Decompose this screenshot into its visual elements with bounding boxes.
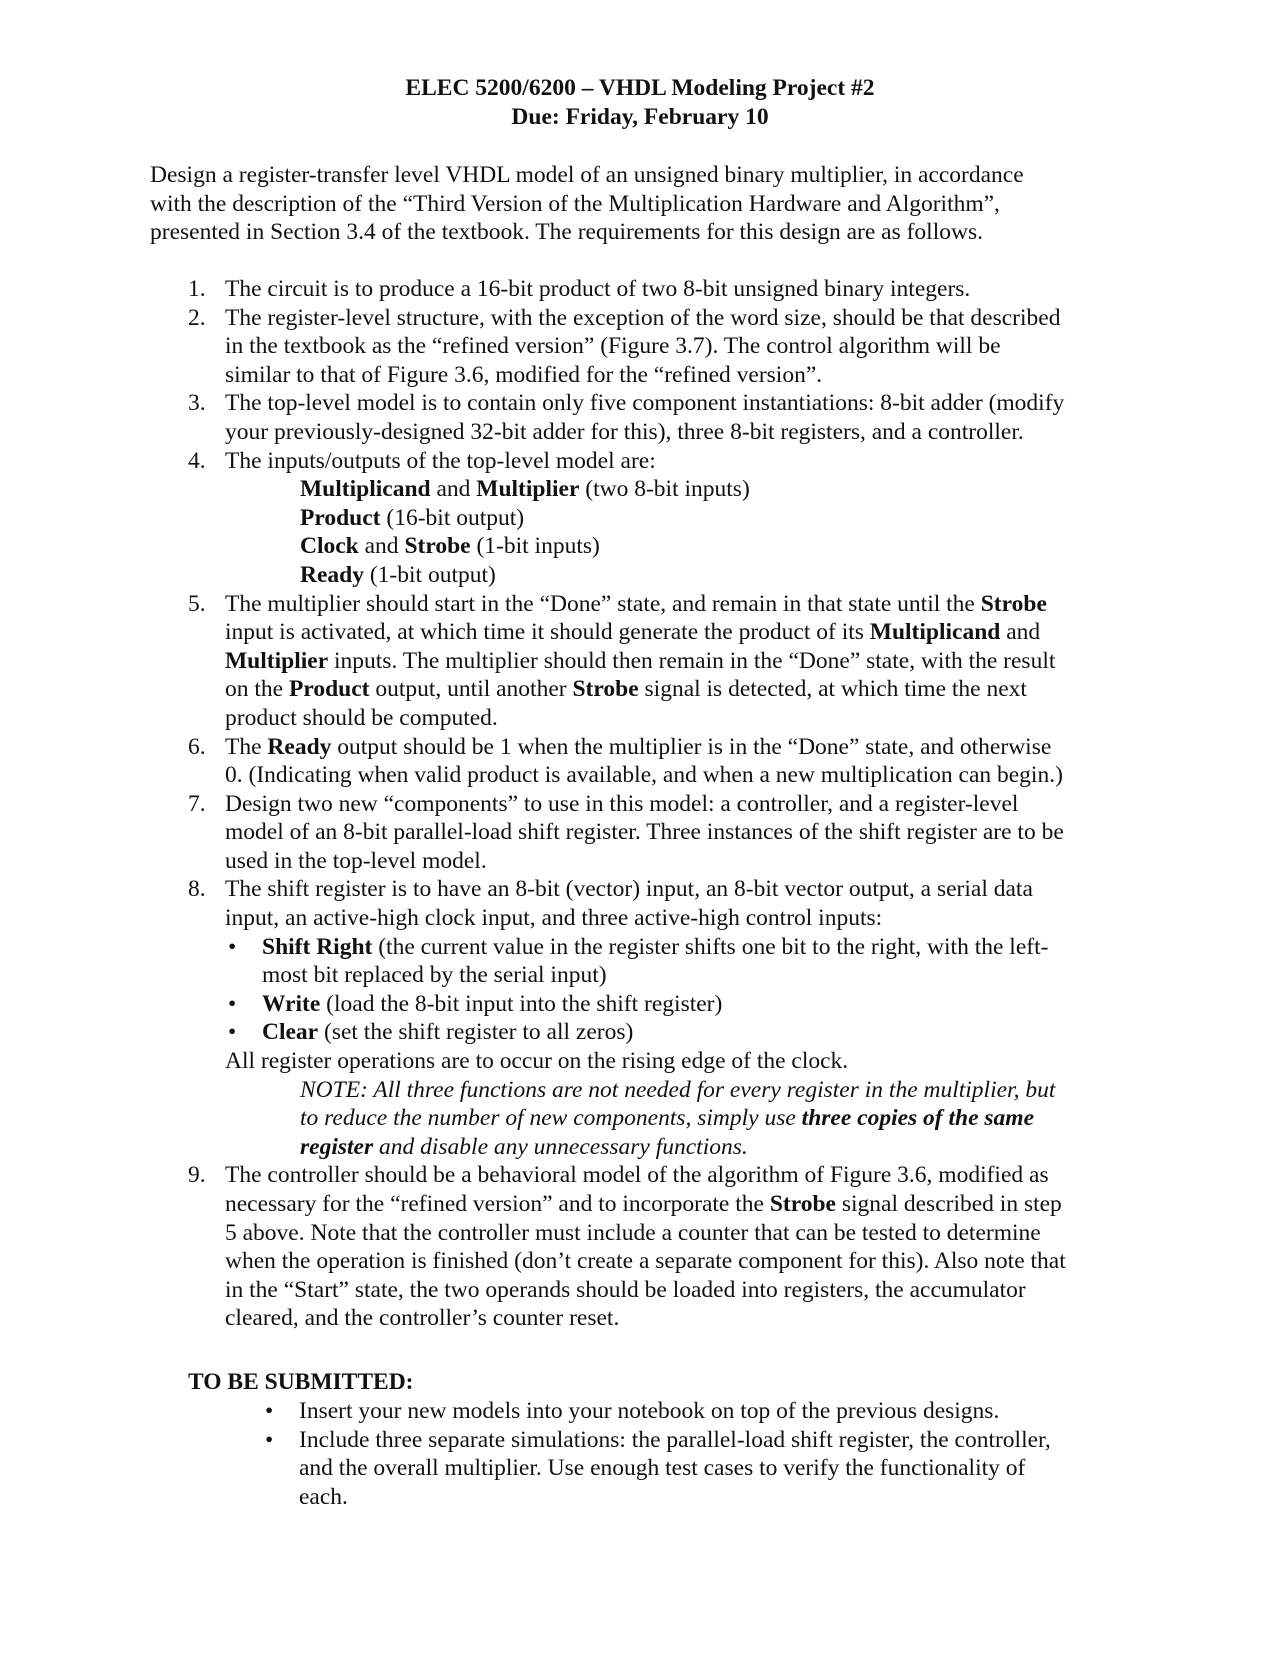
requirement-text: used in the top-level model. <box>225 847 487 874</box>
submission-text: and the overall multiplier. Use enough test cases to verify the functionality of <box>299 1455 1026 1482</box>
io-name: Strobe <box>404 533 471 560</box>
io-clock-strobe <box>225 532 1125 561</box>
requirement-text: input is activated, at which time it should generate the product of its <box>225 619 870 646</box>
io-name: Ready <box>300 561 364 588</box>
submission-text: Include three separate simulations: the parallel-load shift register, the controller, <box>299 1426 1051 1453</box>
requirement-text: The inputs/outputs of the top-level model are: <box>225 447 656 474</box>
bullet-icon: • <box>228 933 237 960</box>
requirement-text: similar to that of Figure 3.6, modified for the “refined version”. <box>225 361 823 388</box>
requirement-4 <box>0 447 1125 590</box>
requirement-text: output, until another <box>369 676 573 703</box>
signal-name: Ready <box>267 733 332 760</box>
control-input-clear <box>225 1018 1125 1047</box>
requirement-text: inputs. The multiplier should then remain in the “Done” state, with the result <box>328 647 1056 674</box>
bullet-icon: • <box>265 1398 274 1424</box>
io-text: (16-bit output) <box>380 504 525 531</box>
intro-line: with the description of the “Third Version of the Multiplication Hardware and Algorithm”, <box>150 190 1000 217</box>
requirements-list <box>0 275 1280 1333</box>
submission-item <box>262 1397 1122 1426</box>
signal-name: Strobe <box>980 590 1047 617</box>
submission-item <box>262 1426 1122 1512</box>
io-name: Multiplicand <box>300 476 431 503</box>
signal-name: Strobe <box>769 1191 836 1217</box>
note-text: and disable any unnecessary functions. <box>373 1133 748 1160</box>
list-number: 4. <box>188 447 206 474</box>
requirement-text: The multiplier should start in the “Done” state, and remain in that state until the <box>225 590 981 617</box>
list-number: 2. <box>188 304 206 331</box>
list-number: 1. <box>188 276 206 302</box>
note <box>225 1076 1100 1162</box>
io-multiplicand-multiplier <box>225 475 1125 504</box>
list-number: 6. <box>188 733 206 760</box>
requirement-1 <box>0 275 1125 304</box>
requirement-text: 0. (Indicating when valid product is available, and when a new multiplication can begin.) <box>225 762 1063 789</box>
note-text: NOTE: All three functions are not needed for every register in the multiplier, but <box>300 1076 1056 1103</box>
io-name: Product <box>300 504 381 531</box>
submission-text: each. <box>299 1483 348 1510</box>
io-text: (two 8-bit inputs) <box>579 476 750 503</box>
requirement-5 <box>0 590 1125 733</box>
requirement-2 <box>0 304 1125 390</box>
requirement-6 <box>0 733 1125 790</box>
requirement-text: The shift register is to have an 8-bit (vector) input, an 8-bit vector output, a serial data <box>225 876 1033 903</box>
requirement-text: cleared, and the controller’s counter reset. <box>225 1305 620 1332</box>
requirement-text: in the textbook as the “refined version” (Figure 3.7). The control algorithm will be <box>225 333 1001 360</box>
requirement-line <box>225 675 1125 704</box>
requirement-text: when the operation is finished (don’t create a separate component for this). Also note that <box>225 1248 1066 1275</box>
requirement-text: Design two new “components” to use in this model: a controller, and a register-level <box>225 790 1019 817</box>
requirement-text: 5 above. Note that the controller must include a counter that can be tested to determine <box>225 1219 1041 1246</box>
signal-name: Multiplicand <box>869 619 1001 646</box>
signal-name: Multiplier <box>225 647 329 674</box>
control-text: most bit replaced by the serial input) <box>262 962 607 989</box>
intro-line: presented in Section 3.4 of the textbook. The requirements for this design are as follows. <box>150 219 983 246</box>
io-name: Multiplier <box>476 476 580 503</box>
note-emphasis: three copies of the same <box>801 1105 1035 1132</box>
requirement-text: on the <box>225 676 289 703</box>
document-header <box>0 74 1280 131</box>
control-input-shift-right <box>225 933 1125 990</box>
signal-name: Strobe <box>572 676 639 703</box>
requirement-line <box>225 647 1125 676</box>
requirement-line <box>225 1190 1125 1219</box>
requirement-text: The circuit is to produce a 16-bit product of two 8-bit unsigned binary integers. <box>225 276 971 302</box>
requirement-3 <box>0 389 1125 446</box>
io-name: Clock <box>300 533 359 560</box>
requirement-8 <box>0 875 1125 1161</box>
io-ready <box>225 561 1125 590</box>
requirement-line <box>225 733 1125 762</box>
requirement-line <box>225 590 1125 619</box>
control-text: (the current value in the register shifts one bit to the right, with the left- <box>372 933 1049 960</box>
requirement-text: output should be 1 when the multiplier is in the “Done” state, and otherwise <box>331 733 1052 760</box>
io-text: and <box>430 476 477 503</box>
note-text: to reduce the number of new components, simply use <box>300 1105 802 1132</box>
signal-name: Product <box>288 676 370 703</box>
submission-heading: TO BE SUBMITTED: <box>188 1369 414 1395</box>
list-number: 9. <box>188 1162 206 1189</box>
requirement-text: signal is detected, at which time the next <box>638 676 1027 703</box>
io-text: (1-bit output) <box>363 561 496 588</box>
submission-list <box>262 1397 1122 1511</box>
requirement-line <box>225 618 1125 647</box>
bullet-icon: • <box>228 1019 237 1046</box>
bullet-icon: • <box>265 1426 274 1453</box>
requirement-text: The <box>225 733 268 760</box>
control-text: (load the 8-bit input into the shift register) <box>320 990 723 1017</box>
intro-line: Design a register-transfer level VHDL model of an unsigned binary multiplier, in accordance <box>150 162 1024 188</box>
list-number: 8. <box>188 876 206 903</box>
page-title: ELEC 5200/6200 – VHDL Modeling Project #2 <box>405 75 875 101</box>
requirement-text: input, an active-high clock input, and three active-high control inputs: <box>225 905 883 932</box>
control-text: (set the shift register to all zeros) <box>318 1019 634 1046</box>
io-product <box>225 504 1125 533</box>
control-name: Shift Right <box>262 933 373 960</box>
note-emphasis: register <box>300 1133 374 1160</box>
requirement-text: necessary for the “refined version” and to incorporate the <box>225 1191 770 1217</box>
requirement-text: All register operations are to occur on the rising edge of the clock. <box>225 1048 849 1075</box>
requirement-7 <box>0 790 1125 876</box>
list-number: 7. <box>188 790 206 817</box>
bullet-icon: • <box>228 990 237 1017</box>
requirement-text: your previously-designed 32-bit adder for this), three 8-bit registers, and a controller. <box>225 418 1024 445</box>
control-name: Write <box>262 990 321 1017</box>
requirement-text: The top-level model is to contain only five component instantiations: 8-bit adder (modify <box>225 390 1065 417</box>
submission-text: Insert your new models into your notebook on top of the previous designs. <box>299 1398 1000 1424</box>
due-date: Due: Friday, February 10 <box>511 103 769 130</box>
requirement-text: model of an 8-bit parallel-load shift register. Three instances of the shift register are to be <box>225 819 1064 846</box>
list-number: 3. <box>188 390 206 417</box>
io-text: (1-bit inputs) <box>470 533 600 560</box>
io-text: and <box>358 533 405 560</box>
requirement-text: and <box>1000 619 1041 646</box>
control-input-write <box>225 990 1125 1019</box>
intro-paragraph <box>150 161 1150 247</box>
control-name: Clear <box>262 1019 319 1046</box>
requirement-text: The register-level structure, with the exception of the word size, should be that described <box>225 304 1061 331</box>
list-number: 5. <box>188 590 206 617</box>
requirement-text: The controller should be a behavioral model of the algorithm of Figure 3.6, modified as <box>225 1162 1049 1189</box>
requirement-text: signal described in step <box>835 1191 1062 1217</box>
requirement-text: product should be computed. <box>225 704 498 731</box>
requirement-9 <box>0 1161 1125 1333</box>
requirement-text: in the “Start” state, the two operands should be loaded into registers, the accumulator <box>225 1276 1026 1303</box>
